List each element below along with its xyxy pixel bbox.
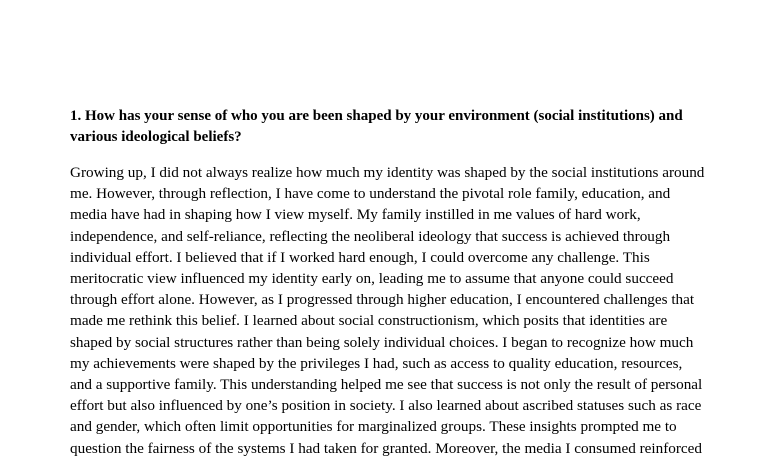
paragraph-line: and a supportive family. This understanding helped me see that success is not only the result of personal	[70, 376, 703, 394]
paragraph-line: made me rethink this belief. I learned about social constructionism, which posits that identities are	[70, 312, 668, 330]
paragraph-line: meritocratic view influenced my identity early on, leading me to assume that anyone could succeed	[70, 270, 674, 288]
paragraph-line: individual effort. I believed that if I worked hard enough, I could overcome any challenge. This	[70, 248, 650, 266]
answer-paragraph	[70, 162, 720, 459]
question-line: various ideological beliefs?	[70, 129, 242, 145]
paragraph-line: media have had in shaping how I view myself. My family instilled in me values of hard work,	[70, 206, 641, 224]
paragraph-line: through effort alone. However, as I progressed through higher education, I encountered challenges that	[70, 291, 695, 309]
paragraph-line: question the fairness of the systems I had taken for granted. Moreover, the media I consumed reinforced	[70, 439, 702, 457]
question-heading	[70, 106, 720, 148]
paragraph-line: me. However, through reflection, I have come to understand the pivotal role family, education, and	[70, 185, 671, 203]
paragraph-line: shaped by social structures rather than being solely individual choices. I began to recognize how much	[70, 333, 694, 351]
paragraph-line: Growing up, I did not always realize how much my identity was shaped by the social institutions around	[70, 164, 705, 181]
question-line: 1. How has your sense of who you are been shaped by your environment (social institutions) and	[70, 108, 683, 124]
paragraph-line: my achievements were shaped by the privileges I had, such as access to quality education, resources,	[70, 354, 683, 372]
document-body	[70, 106, 720, 459]
paragraph-line: effort but also influenced by one’s position in society. I also learned about ascribed statuses such as race	[70, 397, 702, 415]
paragraph-line: independence, and self-reliance, reflecting the neoliberal ideology that success is achieved through	[70, 227, 671, 245]
paragraph-line: and gender, which often limit opportunities for marginalized groups. These insights prompted me to	[70, 418, 677, 436]
